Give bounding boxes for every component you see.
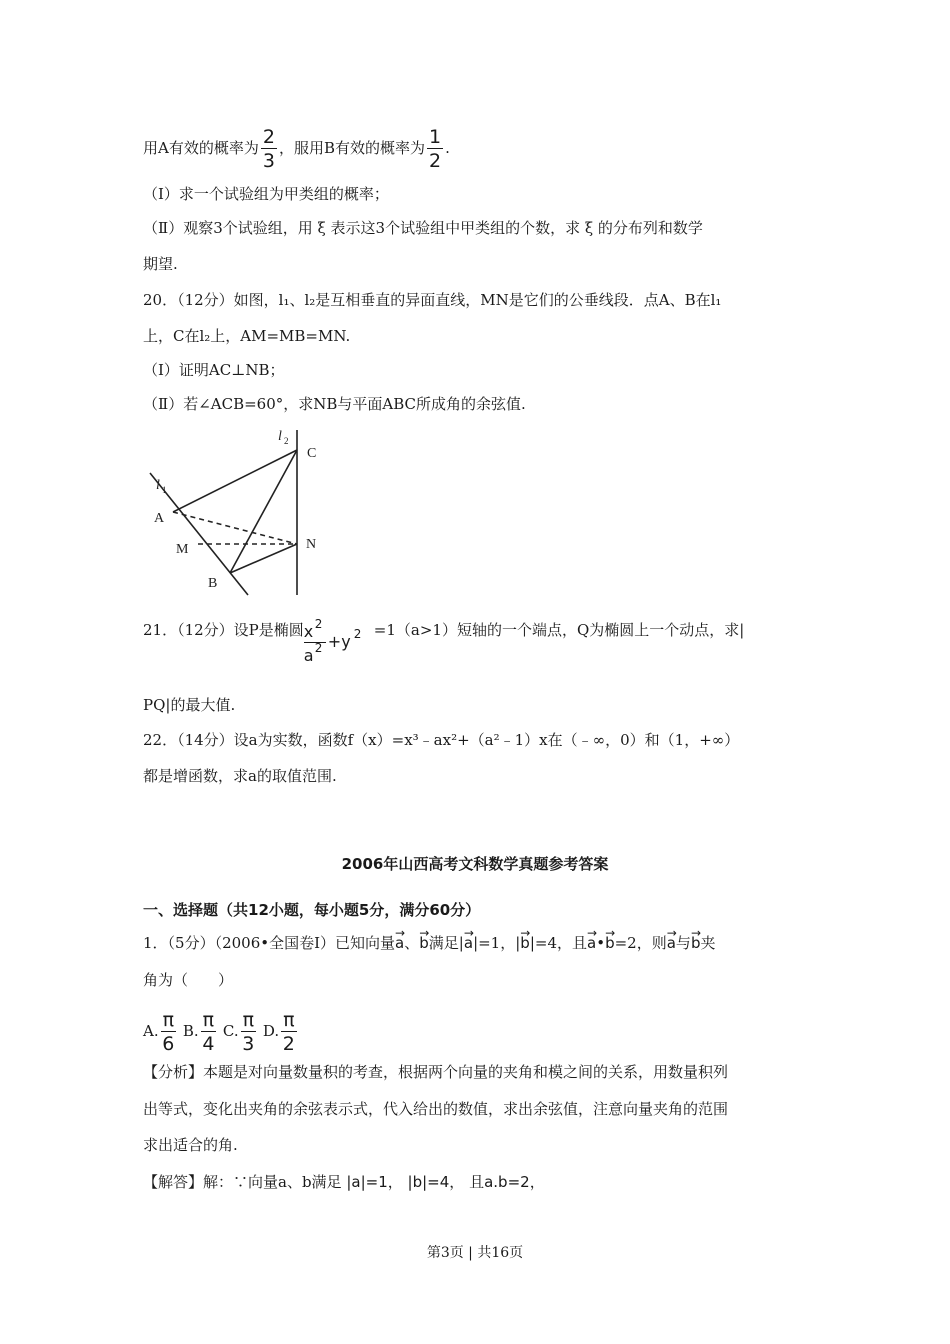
- frac-den: 2: [282, 1033, 295, 1055]
- label-M: M: [176, 542, 189, 557]
- option-c: [222, 1009, 258, 1055]
- eq-equals-one: =1: [373, 621, 396, 639]
- option-label: B.: [182, 1022, 199, 1040]
- option-label: C.: [222, 1022, 239, 1040]
- q22-line1: 22．（14分）设a为实数，函数f（x）=x³﹣ax²+（a²﹣1）x在（﹣∞，0）和（1，+∞）: [143, 731, 740, 749]
- q21-text-pre: 21．（12分）设P是椭圆: [143, 621, 304, 639]
- text-with: 与: [675, 934, 691, 952]
- option-label: A.: [143, 1022, 159, 1040]
- q19-line1: [143, 127, 450, 171]
- label-l1-sub: 1: [162, 485, 167, 495]
- label-l1: l: [156, 478, 160, 493]
- segment-AC: [173, 450, 297, 512]
- frac-num: 2: [262, 126, 275, 148]
- vector-a: → a: [667, 933, 676, 953]
- eq-plus-y: +y: [327, 632, 351, 651]
- ellipse-equation: [303, 617, 374, 665]
- comma-end: ，: [529, 1173, 545, 1191]
- frac-den: 3: [242, 1033, 255, 1055]
- period: .: [445, 139, 450, 157]
- label-B: B: [208, 576, 218, 591]
- q21-line1: [143, 617, 745, 665]
- frac-den: 4: [202, 1033, 215, 1055]
- solution-line: [143, 1172, 545, 1192]
- text-end: 夹: [700, 934, 716, 952]
- q19-text-pre: 用A有效的概率为: [143, 139, 259, 157]
- frac-den: 6: [162, 1033, 175, 1055]
- options-row: [143, 1010, 299, 1054]
- analysis-line2: 出等式，变化出夹角的余弦表示式，代入给出的数值，求出余弦值，注意向量夹角的范围: [143, 1100, 729, 1118]
- q19-text-mid: ，服用B有效的概率为: [278, 139, 425, 157]
- abs-b-eq: |b|=4: [407, 1173, 450, 1191]
- eq-x: x: [303, 622, 314, 641]
- vector-a: → a: [587, 933, 596, 953]
- dot: •: [596, 934, 606, 952]
- segment-BN: [230, 544, 297, 573]
- q21-text-post: （a>1）短轴的一个端点，Q为椭圆上一个动点，求|: [395, 621, 745, 639]
- vector-b: → b: [691, 933, 701, 953]
- frac-num: π: [242, 1009, 255, 1031]
- label-l2-sub: 2: [284, 436, 289, 446]
- q19-part2-line1: （Ⅱ）观察3个试验组，用 ξ 表示这3个试验组中甲类组的个数，求 ξ 的分布列和数学: [143, 219, 703, 237]
- separator: 、: [404, 934, 420, 952]
- option-fraction: [241, 1010, 256, 1054]
- label-A: A: [154, 511, 165, 526]
- segment-BC: [230, 450, 297, 573]
- vector-a: → a: [464, 933, 473, 953]
- eq-a: a: [303, 646, 314, 665]
- segment-AN: [173, 512, 297, 544]
- q20-line2: 上，C在l₂上，AM=MB=MN.: [143, 327, 351, 345]
- q20-part2: （Ⅱ）若∠ACB=60°，求NB与平面ABC所成角的余弦值.: [143, 395, 526, 413]
- option-d: [262, 1009, 299, 1055]
- text-eq2: =2，则: [614, 934, 667, 952]
- option-b: [182, 1009, 218, 1055]
- q19-part1: （Ⅰ）求一个试验组为甲类组的概率；: [143, 185, 389, 203]
- option-fraction: [281, 1010, 296, 1054]
- vector-a: → a: [395, 933, 404, 953]
- label-l2: l: [278, 429, 282, 444]
- frac-num: π: [202, 1009, 215, 1031]
- analysis-line1: 【分析】本题是对向量数量积的考查，根据两个向量的夹角和模之间的关系，用数量积列: [143, 1063, 729, 1081]
- label-C: C: [307, 446, 317, 461]
- abs-a-eq: |a|=1，: [346, 1173, 403, 1191]
- frac-num: π: [162, 1009, 175, 1031]
- vector-b: → b: [520, 933, 530, 953]
- text-and: 且: [469, 1173, 485, 1191]
- text-eq4: |=4，且: [529, 934, 587, 952]
- dot-product-eq: a.b=2: [484, 1173, 530, 1191]
- answer-key-title: 2006年山西高考文科数学真题参考答案: [341, 855, 609, 873]
- option-fraction: [161, 1010, 176, 1054]
- vector-b: → b: [605, 933, 615, 953]
- text-satisfy: 满足|: [428, 934, 464, 952]
- analysis-line3: 求出适合的角.: [143, 1136, 238, 1154]
- q22-line2: 都是增函数，求a的取值范围.: [143, 767, 337, 785]
- q20-part1: （Ⅰ）证明AC⊥NB；: [143, 361, 285, 379]
- section-heading: 一、选择题（共12小题，每小题5分，满分60分）: [143, 901, 481, 919]
- a1-line1: [143, 933, 715, 953]
- text-eq1: |=1，|: [473, 934, 521, 952]
- eq-a-exp: 2: [314, 641, 323, 655]
- frac-num: π: [283, 1009, 295, 1031]
- vector-b: → b: [419, 933, 429, 953]
- frac-num: 1: [428, 126, 442, 148]
- q21-line2: PQ|的最大值.: [143, 696, 236, 714]
- label-N: N: [306, 537, 317, 552]
- page-footer: 第3页 | 共16页: [426, 1245, 524, 1261]
- option-fraction: [201, 1010, 216, 1054]
- q19-part2-line2: 期望.: [143, 255, 178, 273]
- solution-text-pre: 【解答】解：∵向量a、b满足: [143, 1173, 342, 1191]
- option-a: [143, 1009, 178, 1055]
- frac-den: 3: [262, 150, 275, 172]
- fraction-one-half: [427, 127, 443, 171]
- eq-y-exp: 2: [353, 627, 362, 641]
- a1-text-pre: 1．（5分）（2006•全国卷Ⅰ）已知向量: [143, 934, 396, 952]
- q20-line1: 20．（12分）如图，l₁、l₂是互相垂直的异面直线，MN是它们的公垂线段．点A、B在l₁: [143, 291, 722, 309]
- option-label: D.: [262, 1022, 280, 1040]
- a1-line2: 角为（ ）: [143, 971, 234, 989]
- fraction-two-thirds: [261, 127, 277, 171]
- eq-x-exp: 2: [314, 617, 323, 631]
- comma: ，: [449, 1173, 465, 1191]
- frac-den: 2: [428, 150, 442, 172]
- geometry-figure: [140, 425, 340, 600]
